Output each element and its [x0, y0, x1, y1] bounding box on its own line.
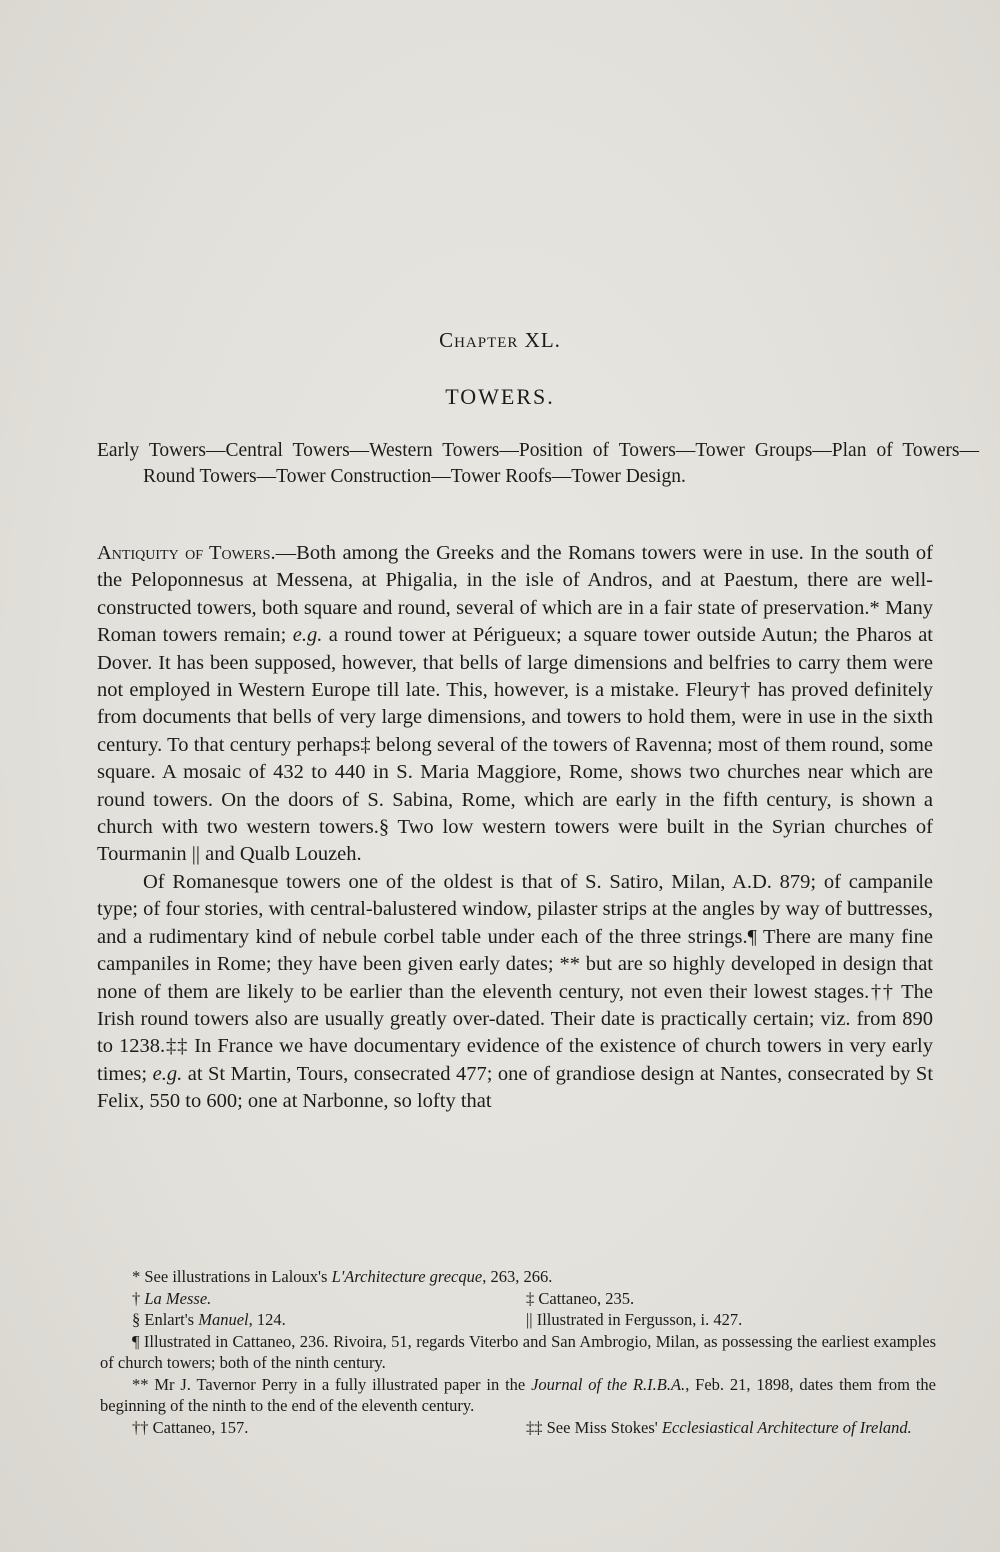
footnote-text: § Enlart's	[132, 1310, 199, 1329]
footnote-2	[100, 1288, 512, 1310]
footnote-text: , Feb. 21, 1898, dates them from the beginning of the ninth to the end of the eleventh century.	[100, 1374, 936, 1415]
footnotes	[100, 1266, 936, 1438]
chapter-contents: Early Towers—Central Towers—Western Towers—Position of Towers—Tower Groups—Plan of Towers—Round Towers—Tower Construction—Tower Roofs—Tower Design.	[97, 440, 979, 487]
footnote-text: , 124.	[248, 1310, 286, 1329]
footnote-5: || Illustrated in Fergusson, i. 427.	[526, 1310, 743, 1329]
footnote-title: Ecclesiastical Architecture of Ireland.	[661, 1417, 912, 1437]
paragraph-antiquity	[97, 540, 933, 869]
paragraph-text: —Both among the Greeks and the Romans towers were in use. In the south of the Peloponnesus at Messena, at Phigalia, in the isle of Andros, and at Paestum, there are well-constructed towers, both square and round, several of which are in a fair state of preservation.* Many Roman towers remain;	[97, 542, 933, 647]
footnote-text: , 263, 266.	[482, 1267, 553, 1286]
footnote-7	[100, 1374, 936, 1417]
footnote-4	[100, 1309, 512, 1331]
paragraph-lead: Antiquity of Towers.	[97, 542, 276, 564]
footnote-title: Manuel	[198, 1310, 249, 1329]
paragraph-text: at St Martin, Tours, consecrated 477; one of grandiose design at Nantes, consecrated by St Felix, 550 to 600; one at Narbonne, so lofty that	[97, 1062, 934, 1113]
paragraph-abbrev: e.g.	[292, 624, 323, 647]
footnote-title: L'Architecture grecque	[331, 1267, 483, 1286]
chapter-heading	[0, 328, 1000, 353]
paragraph-abbrev: e.g.	[152, 1062, 183, 1085]
footnote-title: Journal of the R.I.B.A.	[531, 1374, 686, 1394]
footnote-3: ‡ Cattaneo, 235.	[526, 1288, 635, 1308]
footnote-row-8-9	[100, 1417, 936, 1439]
chapter-title: TOWERS.	[445, 384, 555, 409]
footnote-1	[100, 1266, 936, 1288]
paragraph-romanesque	[97, 869, 933, 1116]
footnote-8: †† Cattaneo, 157.	[132, 1417, 249, 1437]
footnote-text: * See illustrations in Laloux's	[132, 1267, 332, 1286]
chapter-number: XL.	[524, 328, 561, 352]
footnote-text: ** Mr J. Tavernor Perry in a fully illustrated paper in the	[132, 1374, 532, 1394]
footnote-row-2-3	[100, 1288, 936, 1310]
footnote-row-4-5	[100, 1309, 936, 1331]
footnote-6: ¶ Illustrated in Cattaneo, 236. Rivoira, 51, regards Viterbo and San Ambrogio, Milan, as possessing the earliest examples of church towers; both of the ninth century.	[100, 1331, 936, 1372]
footnote-9	[526, 1417, 936, 1439]
footnote-text: †	[132, 1288, 145, 1308]
footnote-title: La Messe.	[144, 1288, 212, 1308]
footnote-text: ‡‡ See Miss Stokes'	[526, 1417, 662, 1437]
body-text	[97, 540, 933, 1116]
paragraph-text: a round tower at Périgueux; a square tower outside Autun; the Pharos at Dover. It has been supposed, however, that bells of large dimensions and belfries to carry them were not employed in Western Europe till late. This, however, is a mistake. Fleury† has proved definitely from documents that bells of very large dimensions, and towers to hold them, were in use in the sixth century. To that century perhaps‡ belong several of the towers of Ravenna; most of them round, some square. A mosaic of 432 to 440 in S. Maria Maggiore, Rome, shows two churches near which are round towers. On the doors of S. Sabina, Rome, which are early in the fifth century, is shown a church with two western towers.§ Two low western towers were built in the Syrian churches of Tourmanin || and Qualb Louzeh.	[97, 624, 933, 866]
chapter-label: Chapter	[439, 328, 519, 352]
paragraph-text: Of Romanesque towers one of the oldest is that of S. Satiro, Milan, A.D. 879; of campanile type; of four stories, with central-balustered window, pilaster strips at the angles by way of buttresses, and a rudimentary kind of nebule corbel table under each of the three strings.¶ There are many fine campaniles in Rome; they have been given early dates; ** but are so highly developed in design that none of them are likely to be earlier than the eleventh century, not even their lowest stages.†† The Irish round towers also are usually greatly over-dated. Their date is practically certain; viz. from 890 to 1238.‡‡ In France we have documentary evidence of the existence of church towers in very early times;	[97, 870, 933, 1085]
